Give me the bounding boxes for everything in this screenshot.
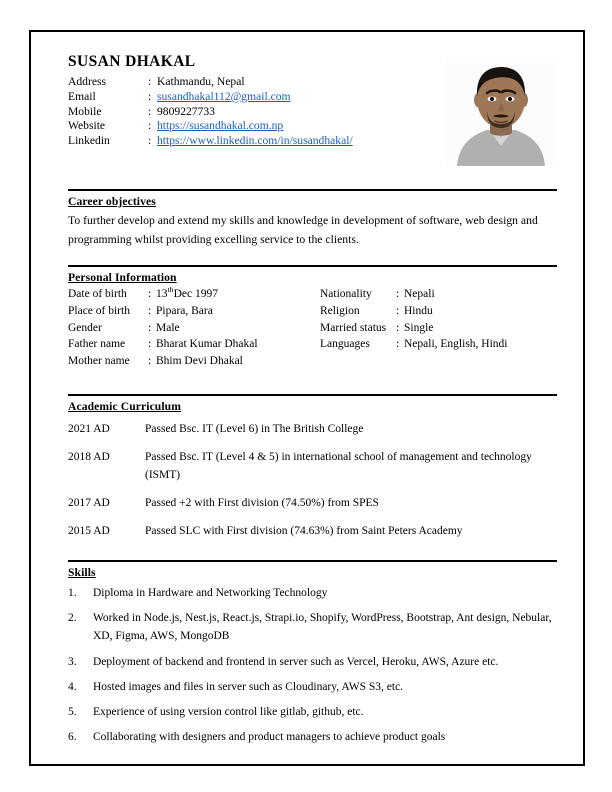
contact-label: Mobile [68, 104, 102, 118]
personal-info-label: Place of birth [68, 304, 130, 317]
section-divider [68, 394, 557, 396]
resume-content [68, 52, 557, 753]
academic-year: 2017 AD [68, 496, 110, 509]
contact-row [68, 119, 353, 134]
contact-label: Linkedin [68, 134, 110, 148]
academic-curriculum-table [68, 416, 557, 545]
personal-info-value: Nepali, English, Hindi [404, 338, 508, 351]
list-item: Hosted images and files in server such as Cloudinary, AWS S3, etc. [93, 680, 404, 693]
personal-information-heading: Personal Information [68, 270, 177, 284]
personal-info-value [156, 287, 258, 304]
list-item: Diploma in Hardware and Networking Technology [93, 586, 328, 599]
academic-year: 2021 AD [68, 423, 110, 436]
personal-info-left-column [68, 287, 258, 370]
personal-info-row [320, 337, 508, 354]
contact-value: 9809227733 [157, 104, 215, 118]
contact-colon: : [148, 89, 152, 103]
section-divider [68, 560, 557, 562]
academic-description: Passed Bsc. IT (Level 4 & 5) in international school of management and technology (ISMT) [145, 450, 532, 482]
contact-colon: : [148, 119, 152, 133]
personal-info-colon: : [148, 338, 152, 351]
section-divider [68, 189, 557, 191]
table-row [68, 489, 557, 517]
list-item: Worked in Node.js, Nest.js, React.js, Strapi.io, Shopify, WordPress, Bootstrap, Ant design, Nebular, XD, Figma, AWS, MongoDB [93, 611, 552, 643]
personal-information-section [68, 265, 557, 379]
contact-details-table [68, 74, 353, 148]
personal-information-columns [68, 287, 557, 379]
career-objectives-heading: Career objectives [68, 195, 156, 208]
contact-label: Website [68, 119, 106, 133]
personal-info-row [68, 303, 258, 320]
personal-info-row [320, 287, 508, 304]
personal-info-colon: : [148, 288, 152, 301]
personal-info-value: Pipara, Bara [156, 304, 213, 317]
personal-info-label: Gender [68, 321, 102, 334]
contact-value-cell [157, 89, 353, 104]
dob-month-year: Dec 1997 [173, 288, 218, 301]
contact-link[interactable]: https://susandhakal.com.np [157, 119, 284, 133]
personal-info-colon: : [148, 304, 152, 317]
personal-info-label: Religion [320, 304, 360, 317]
academic-curriculum-heading: Academic Curriculum [68, 399, 181, 413]
contact-row [68, 89, 353, 104]
contact-label: Address [68, 74, 106, 88]
contact-value: Kathmandu, Nepal [157, 74, 245, 88]
skills-list [68, 584, 557, 747]
personal-info-value: Single [404, 321, 434, 334]
contact-rows [68, 74, 353, 148]
personal-info-colon: : [148, 354, 152, 367]
personal-info-row [320, 303, 508, 320]
section-divider [68, 265, 557, 267]
contact-row [68, 104, 353, 119]
list-item: Experience of using version control like gitlab, github, etc. [93, 705, 364, 718]
personal-info-label: Date of birth [68, 288, 127, 301]
personal-info-label: Mother name [68, 354, 130, 367]
header-section [68, 52, 557, 174]
avatar [445, 58, 557, 166]
contact-value-cell [157, 119, 353, 134]
contact-link[interactable]: https://www.linkedin.com/in/susandhakal/ [157, 134, 353, 148]
academic-description: Passed +2 with First division (74.50%) from SPES [145, 496, 379, 509]
personal-info-label: Father name [68, 338, 126, 351]
pi-right-rows [320, 287, 508, 354]
contact-row [68, 74, 353, 89]
academic-curriculum-section [68, 394, 557, 545]
table-row [68, 517, 557, 545]
dob-day: 13 [156, 288, 168, 301]
contact-colon: : [148, 74, 152, 88]
personal-info-label: Married status [320, 321, 387, 334]
personal-info-label: Languages [320, 338, 370, 351]
contact-label: Email [68, 89, 96, 103]
career-objectives-section [68, 189, 557, 250]
academic-rows [68, 416, 557, 545]
personal-info-colon: : [396, 288, 400, 301]
personal-info-colon: : [148, 321, 152, 334]
personal-info-row [68, 287, 258, 304]
personal-info-colon: : [396, 338, 400, 351]
skills-heading: Skills [68, 565, 96, 579]
personal-info-value: Bhim Devi Dhakal [156, 354, 243, 367]
personal-info-row [320, 320, 508, 337]
personal-info-colon: : [396, 321, 400, 334]
contact-colon: : [148, 104, 152, 118]
personal-info-right-column [320, 287, 508, 354]
personal-info-value: Hindu [404, 304, 433, 317]
personal-info-value: Nepali [404, 288, 435, 301]
academic-year: 2018 AD [68, 450, 110, 463]
personal-info-row [68, 320, 258, 337]
personal-info-value: Male [156, 321, 180, 334]
portrait-photo-graphic [445, 58, 557, 166]
academic-description: Passed Bsc. IT (Level 6) in The British College [145, 423, 364, 436]
academic-year: 2015 AD [68, 524, 110, 537]
career-objectives-text: To further develop and extend my skills and knowledge in development of software, web design and programming whilst providing excelling service to the clients. [68, 214, 538, 247]
page-title: SUSAN DHAKAL [68, 53, 196, 70]
contact-link[interactable]: susandhakal112@gmail.com [157, 89, 291, 103]
pi-left-rows [68, 287, 258, 370]
dob-ordinal: th [167, 285, 174, 295]
contact-value-cell [157, 74, 353, 89]
personal-info-colon: : [396, 304, 400, 317]
table-row [68, 443, 557, 489]
personal-info-row [68, 337, 258, 354]
skills-section [68, 560, 557, 747]
table-row [68, 416, 557, 444]
list-item: Collaborating with designers and product managers to achieve product goals [93, 730, 446, 743]
personal-info-value: Bharat Kumar Dhakal [156, 338, 258, 351]
contact-row [68, 134, 353, 149]
academic-description: Passed SLC with First division (74.63%) from Saint Peters Academy [145, 524, 463, 537]
list-item: Deployment of backend and frontend in server such as Vercel, Heroku, AWS, Azure etc. [93, 655, 499, 668]
personal-info-row [68, 353, 258, 370]
personal-info-label: Nationality [320, 288, 372, 301]
contact-value-cell [157, 104, 353, 119]
contact-colon: : [148, 134, 152, 148]
contact-value-cell [157, 134, 353, 149]
